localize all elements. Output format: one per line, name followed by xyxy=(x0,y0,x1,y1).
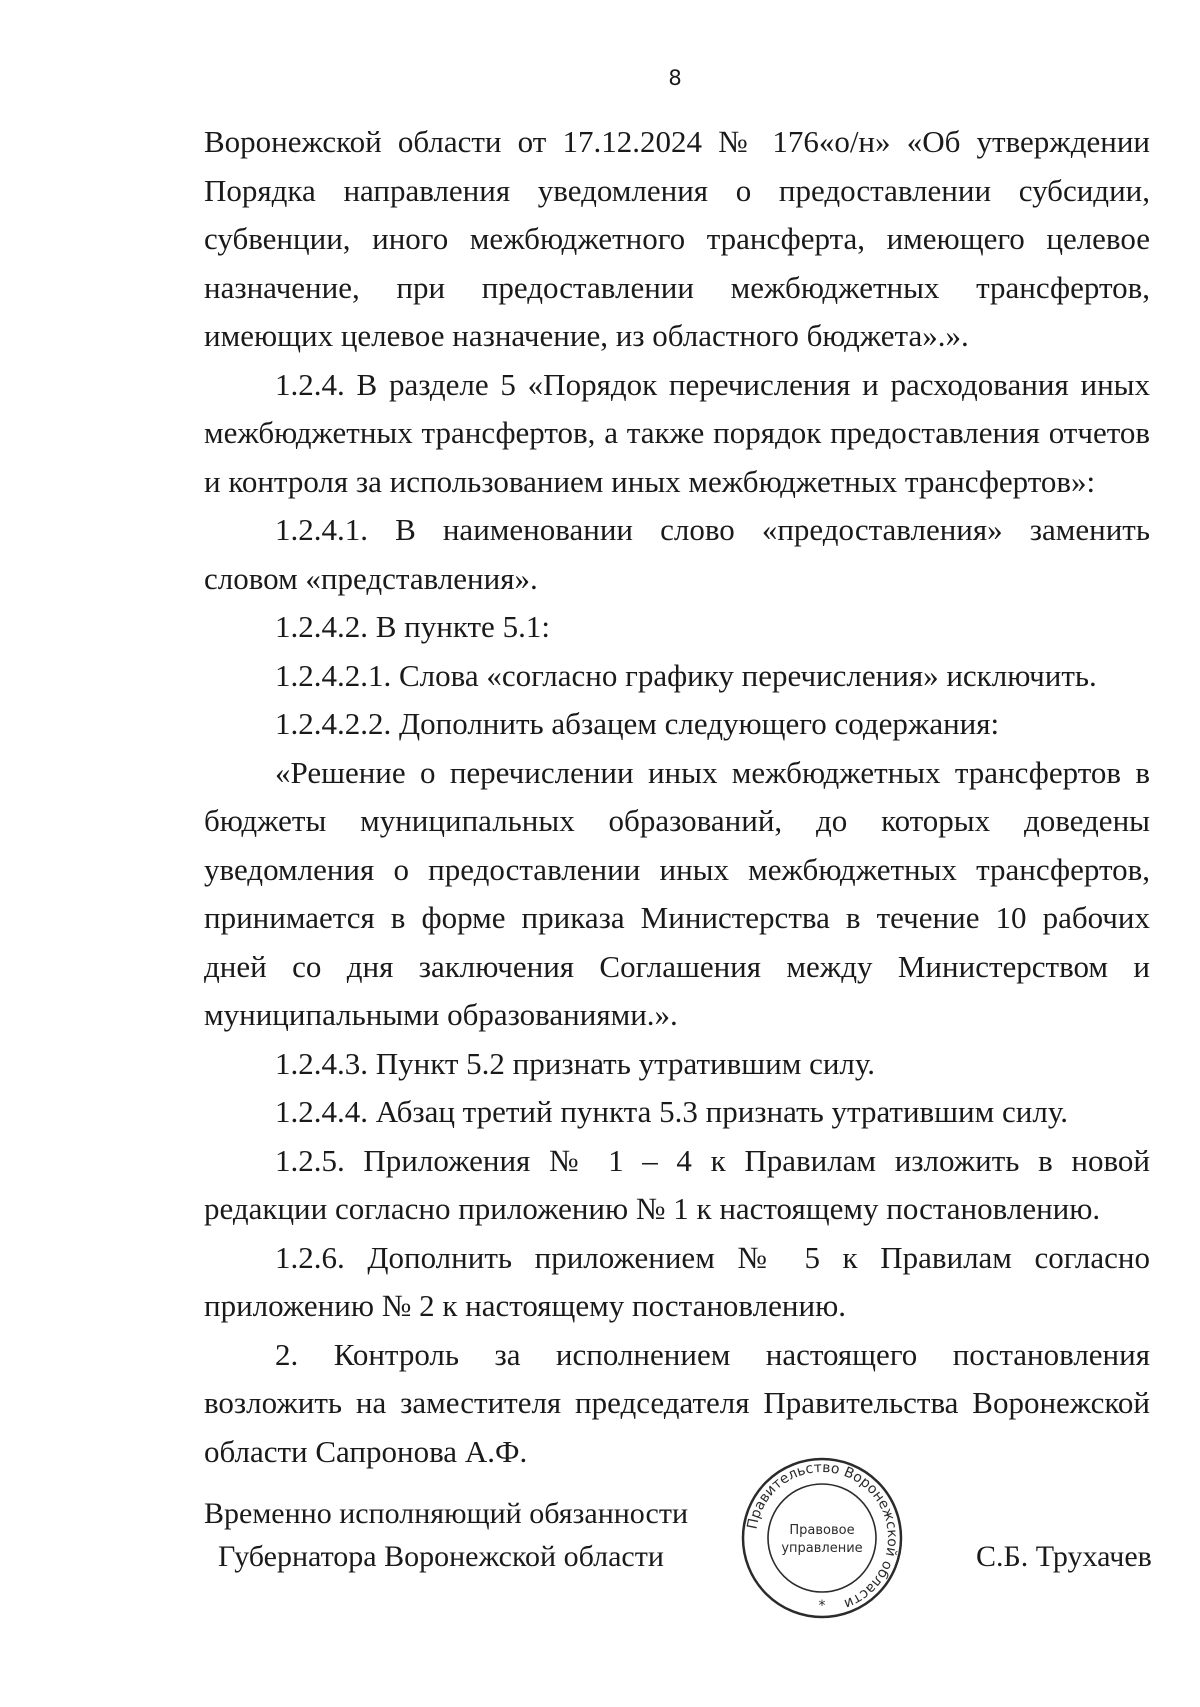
paragraph-1-2-4: 1.2.4. В разделе 5 «Порядок перечисления и расходования иных межбюджетных трансфертов, а также порядок предоставления отчетов и контроля за использованием иных межбюджетных трансфертов»: xyxy=(204,366,1150,499)
paragraph-1-2-4-1: 1.2.4.1. В наименовании слово «предоставления» заменить словом «представления». xyxy=(204,512,1150,596)
signatory-title-line-2: Губернатора Воронежской области xyxy=(218,1540,664,1573)
paragraph-1-2-4-2-2: 1.2.4.2.2. Дополнить абзацем следующего содержания: xyxy=(275,706,1000,741)
signatory-name: С.Б. Трухачев xyxy=(976,1540,1152,1573)
document-body xyxy=(204,118,1150,1476)
stamp-star: * xyxy=(818,1598,826,1614)
paragraph-1-2-4-3: 1.2.4.3. Пункт 5.2 признать утратившим силу. xyxy=(275,1045,876,1081)
page-number: 8 xyxy=(668,66,682,90)
stamp-inner-ring xyxy=(768,1484,876,1592)
paragraph-1-2-4-2-1: 1.2.4.2.1. Слова «согласно графику перечисления» исключить. xyxy=(275,657,1097,693)
paragraph-2-control: 2. Контроль за исполнением настоящего постановления возложить на заместителя председателя Правительства Воронежской области Сапронова А.Ф. xyxy=(204,1336,1150,1469)
official-stamp xyxy=(740,1456,904,1620)
paragraph-1-2-4-4: 1.2.4.4. Абзац третий пункта 5.3 признать утратившим силу. xyxy=(275,1094,1068,1129)
stamp-outer-ring xyxy=(743,1459,901,1617)
paragraph-1-2-5: 1.2.5. Приложения № 1 – 4 к Правилам изложить в новой редакции согласно приложению № 1 к настоящему постановлению. xyxy=(204,1142,1150,1226)
paragraph-1-2-4-2: 1.2.4.2. В пункте 5.1: xyxy=(275,609,550,644)
stamp-ring-text: Правительство Воронежской области xyxy=(744,1459,901,1612)
signatory-title-line-1: Временно исполняющий обязанности xyxy=(204,1497,689,1530)
stamp-center-line-1: Правовое xyxy=(789,1523,855,1538)
paragraph-continuation: Воронежской области от 17.12.2024 № 176«о/н» «Об утверждении Порядка направления уведомления о предоставлении субсидии, субвенции, иного межбюджетного трансферта, имеющего целевое назначение, при предоставлении межбюджетных трансфертов, имеющих целевое назначение, из областного бюджета».». xyxy=(204,124,1150,353)
stamp-center-line-2: управление xyxy=(781,1541,863,1556)
paragraph-1-2-6: 1.2.6. Дополнить приложением № 5 к Правилам согласно приложению № 2 к настоящему постановлению. xyxy=(204,1239,1150,1323)
paragraph-quoted-decision: «Решение о перечислении иных межбюджетных трансфертов в бюджеты муниципальных образований, до которых доведены уведомления о предоставлении иных межбюджетных трансфертов, принимается в форме приказа Министерства в течение 10 рабочих дней со дня заключения Соглашения между Министерством и муниципальными образованиями.». xyxy=(204,754,1150,1032)
